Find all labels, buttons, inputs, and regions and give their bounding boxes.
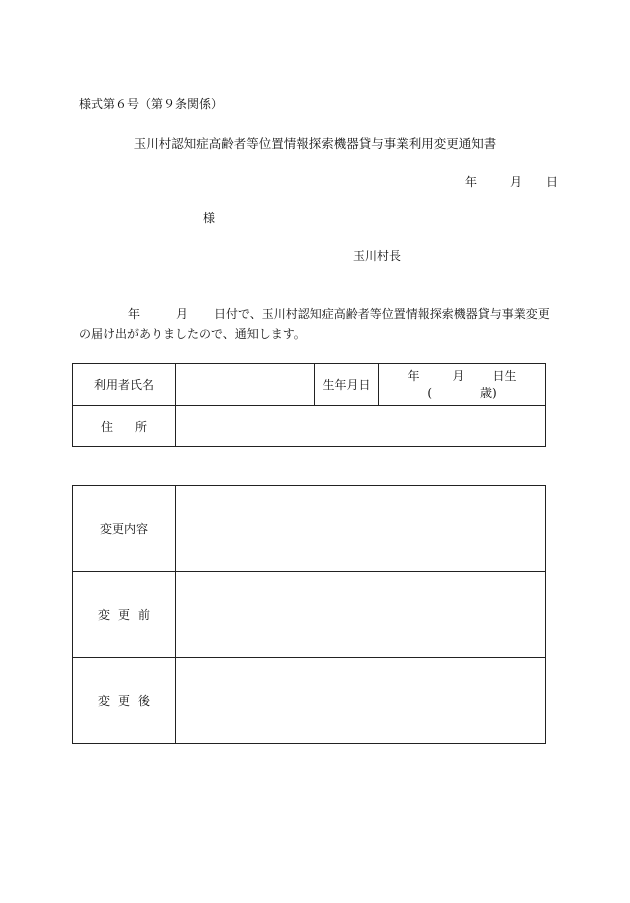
after-char-2: 更: [117, 694, 130, 708]
table-row: [73, 572, 546, 658]
before-char-2: 更: [117, 608, 130, 622]
body-text-1: 日付で、玉川村認知症高齢者等位置情報探索機器貸与事業変更: [214, 307, 550, 321]
body-line-1: [128, 308, 550, 320]
recipient-suffix: 様: [203, 211, 216, 225]
after-change-field[interactable]: [176, 658, 546, 744]
age-label: 歳): [480, 385, 497, 400]
date-day: 日: [546, 175, 559, 189]
birth-year: 年: [407, 368, 420, 383]
table-row: [73, 486, 546, 572]
birth-month: 月: [452, 368, 465, 383]
address-label-char-2: 所: [135, 419, 148, 434]
body-month: 月: [176, 307, 189, 321]
date-year: 年: [465, 175, 478, 189]
table-row: [73, 406, 546, 447]
age-open: (: [427, 385, 432, 400]
name-field[interactable]: [176, 364, 315, 406]
before-char-1: 変: [97, 608, 110, 622]
table-row: [73, 364, 546, 406]
issuer-name: 玉川村長: [353, 249, 402, 263]
birthdate-label: 生年月日: [315, 364, 379, 406]
body-year: 年: [128, 307, 141, 321]
change-table: [72, 485, 546, 744]
before-change-label: [73, 572, 176, 658]
user-info-table: [72, 363, 546, 447]
date-line: [465, 176, 558, 188]
birth-day: 日生: [492, 368, 517, 383]
after-char-3: 後: [138, 694, 151, 708]
before-change-field[interactable]: [176, 572, 546, 658]
birthdate-line: [379, 368, 545, 385]
name-label: 利用者氏名: [73, 364, 176, 406]
address-label-char-1: 住: [100, 419, 113, 434]
before-char-3: 前: [138, 608, 151, 622]
age-line: [379, 385, 545, 402]
body-line-2: の届け出がありましたので、通知します。: [79, 327, 306, 341]
address-label: [73, 406, 176, 447]
date-month: 月: [510, 175, 523, 189]
table-row: [73, 658, 546, 744]
document-title: 玉川村認知症高齢者等位置情報探索機器貸与事業利用変更通知書: [133, 136, 497, 151]
after-char-1: 変: [97, 694, 110, 708]
form-number: 様式第６号（第９条関係）: [79, 97, 224, 111]
change-content-field[interactable]: [176, 486, 546, 572]
after-change-label: [73, 658, 176, 744]
birthdate-field[interactable]: [379, 364, 546, 406]
address-field[interactable]: [176, 406, 546, 447]
change-content-label: 変更内容: [73, 486, 176, 572]
